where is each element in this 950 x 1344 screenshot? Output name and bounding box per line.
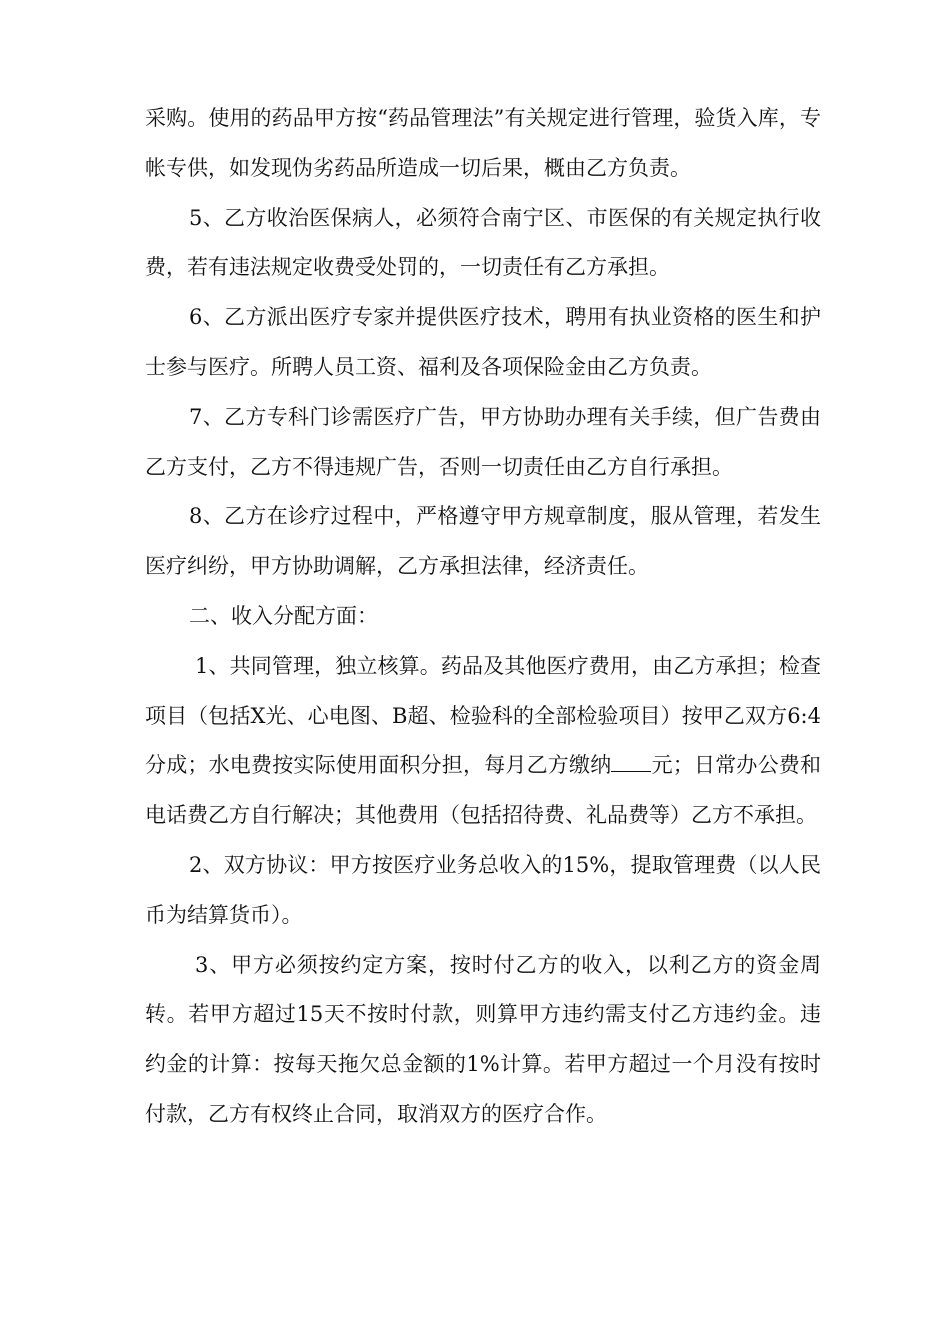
paragraph-item-8: 8、乙方在诊疗过程中，严格遵守甲方规章制度，服从管理，若发生医疗纠纷，甲方协助调解，乙方承担法律，经济责任。 bbox=[145, 504, 821, 579]
paragraph-continuation: 采购。使用的药品甲方按“药品管理法”有关规定进行管理，验货入库，专帐专供，如发现伪劣药品所造成一切后果，概由乙方负责。 bbox=[145, 106, 821, 180]
section-heading-income: 二、收入分配方面： bbox=[189, 603, 378, 628]
paragraph-item-6: 6、乙方派出医疗专家并提供医疗技术，聘用有执业资格的医生和护士参与医疗。所聘人员工资、福利及各项保险金由乙方负责。 bbox=[145, 305, 821, 379]
fill-in-blank bbox=[611, 751, 651, 772]
paragraph-income-1-part-a: 1、共同管理，独立核算。药品及其他医疗费用，由乙方承担；检查项目（包括X光、心电图、B超、检验科的全部检验项目）按甲乙双方6:4分成；水电费按实际使用面积分担，每月乙方缴纳 bbox=[145, 653, 821, 778]
paragraph-item-5: 5、乙方收治医保病人，必须符合南宁区、市医保的有关规定执行收费，若有违法规定收费受处罚的，一切责任有乙方承担。 bbox=[145, 205, 821, 280]
paragraph-income-3: 3、甲方必须按约定方案，按时付乙方的收入，以利乙方的资金周转。若甲方超过15天不按时付款，则算甲方违约需支付乙方违约金。违约金的计算：按每天拖欠总金额的1%计算。若甲方超过一个月没有按时付款，乙方有权终止合同，取消双方的医疗合作。 bbox=[145, 952, 821, 1126]
paragraph-income-2: 2、双方协议：甲方按医疗业务总收入的15%，提取管理费（以人民币为结算货币）。 bbox=[145, 852, 821, 927]
paragraph-income-1 bbox=[145, 642, 821, 841]
paragraph-income-1-part-b: 元；日常办公费和电话费乙方自行解决；其他费用（包括招待费、礼品费等）乙方不承担。 bbox=[145, 753, 822, 828]
document-body bbox=[145, 94, 821, 1140]
paragraph-item-7: 7、乙方专科门诊需医疗广告，甲方协助办理有关手续，但广告费由乙方支付，乙方不得违规广告，否则一切责任由乙方自行承担。 bbox=[145, 404, 821, 479]
